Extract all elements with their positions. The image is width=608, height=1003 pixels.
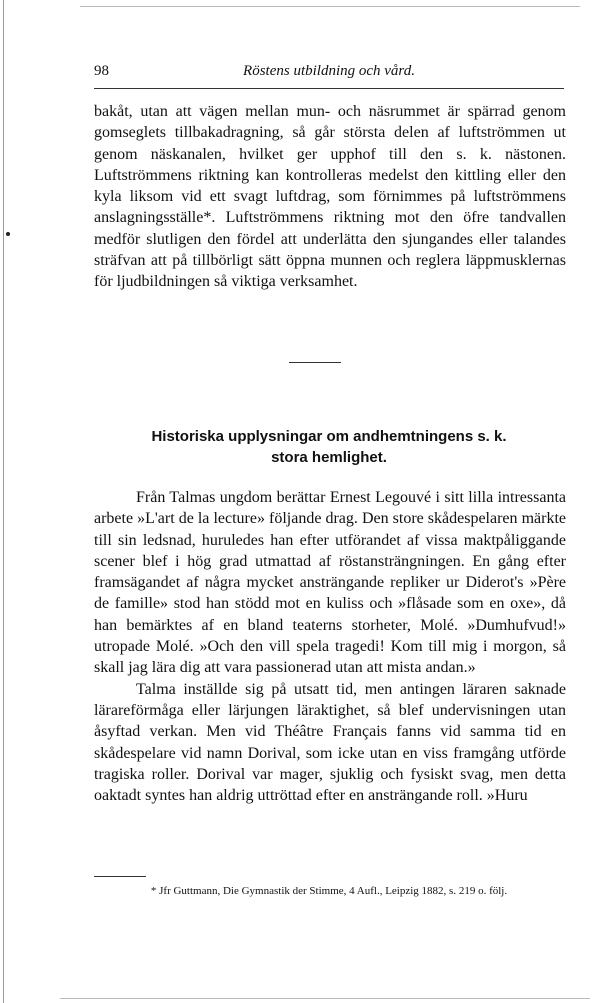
header-rule	[94, 88, 564, 89]
footnote: * Jfr Guttmann, Die Gymnastik der Stimme, 4 Aufl., Leipzig 1882, s. 219 o. följ.	[150, 885, 508, 897]
section-heading-line: Historiska upplysningar om andhemtningens s. k.	[151, 428, 507, 445]
margin-mark	[6, 232, 10, 236]
paragraph: Från Talmas ungdom berättar Ernest Legouvé i sitt lilla intressanta arbete »L'art de la lecture» följande drag. Den store skådespelaren märkte till sin ledsnad, huruledes han efter utförandet af vissa maktpåliggande scener blef i hög grad utmattad af röstansträngningen. En gång efter framsägandet af några mycket ansträngande repliker ur Diderot's »Père de famille» stod han stödd mot en kuliss och »flåsade som en oxe», då han bemärktes af en bland teaterns storheter, Molé. »Dumhufvud!» utropade Molé. »Och den vill spela tragedi! Kom till mig i morgon, så skall jag lära dig att vara passionerad utan att mista andan.»	[94, 489, 566, 677]
section-separator	[289, 362, 341, 363]
paragraph: bakåt, utan att vägen mellan mun- och näsrummet är spärrad genom gomseglets tillbakadragning, så går största delen af luftströmmen ut genom näskanalen, hvilket ger upphof till den s. k. nästonen. Luftströmmens riktning kan kontrolleras medelst den kittling eller den kyla liksom vid ett svagt luftdrag, som förnimmes på luftströmmens anslagningsställe*. Luftströmmens riktning mot den öfre tandvallen medför slutligen den fördel att underlätta den sjungandes eller talandes sträfvan att på tillbörligt sätt öppna munnen och reglera läppmusklernas för ljudbildningen så viktiga verksamhet.	[94, 103, 566, 291]
page-top-edge	[80, 6, 580, 7]
page-number: 98	[94, 63, 109, 79]
running-title: Röstens utbildning och vård.	[243, 63, 415, 79]
footnote-rule	[94, 876, 146, 877]
body-text-top	[94, 101, 566, 293]
paragraph: Talma inställde sig på utsatt tid, men antingen läraren saknade lärareförmåga eller lärjungen läraktighet, så blef undervisningen utan åsyftad verkan. Men vid Théâtre Français fanns vid samma tid en skådespelare vid namn Dorival, som icke utan en viss framgång utförde tragiska roller. Dorival var mager, sjuklig och fysiskt svag, men detta oaktadt syntes han aldrig uttröttad efter en ansträngande roll. »Huru	[94, 680, 566, 805]
page-edge-rule	[3, 0, 4, 1003]
body-text-main	[94, 487, 566, 806]
section-heading-line: stora hemlighet.	[271, 449, 387, 466]
running-head	[94, 63, 564, 85]
page-bottom-edge	[60, 998, 590, 999]
section-heading	[94, 426, 564, 468]
